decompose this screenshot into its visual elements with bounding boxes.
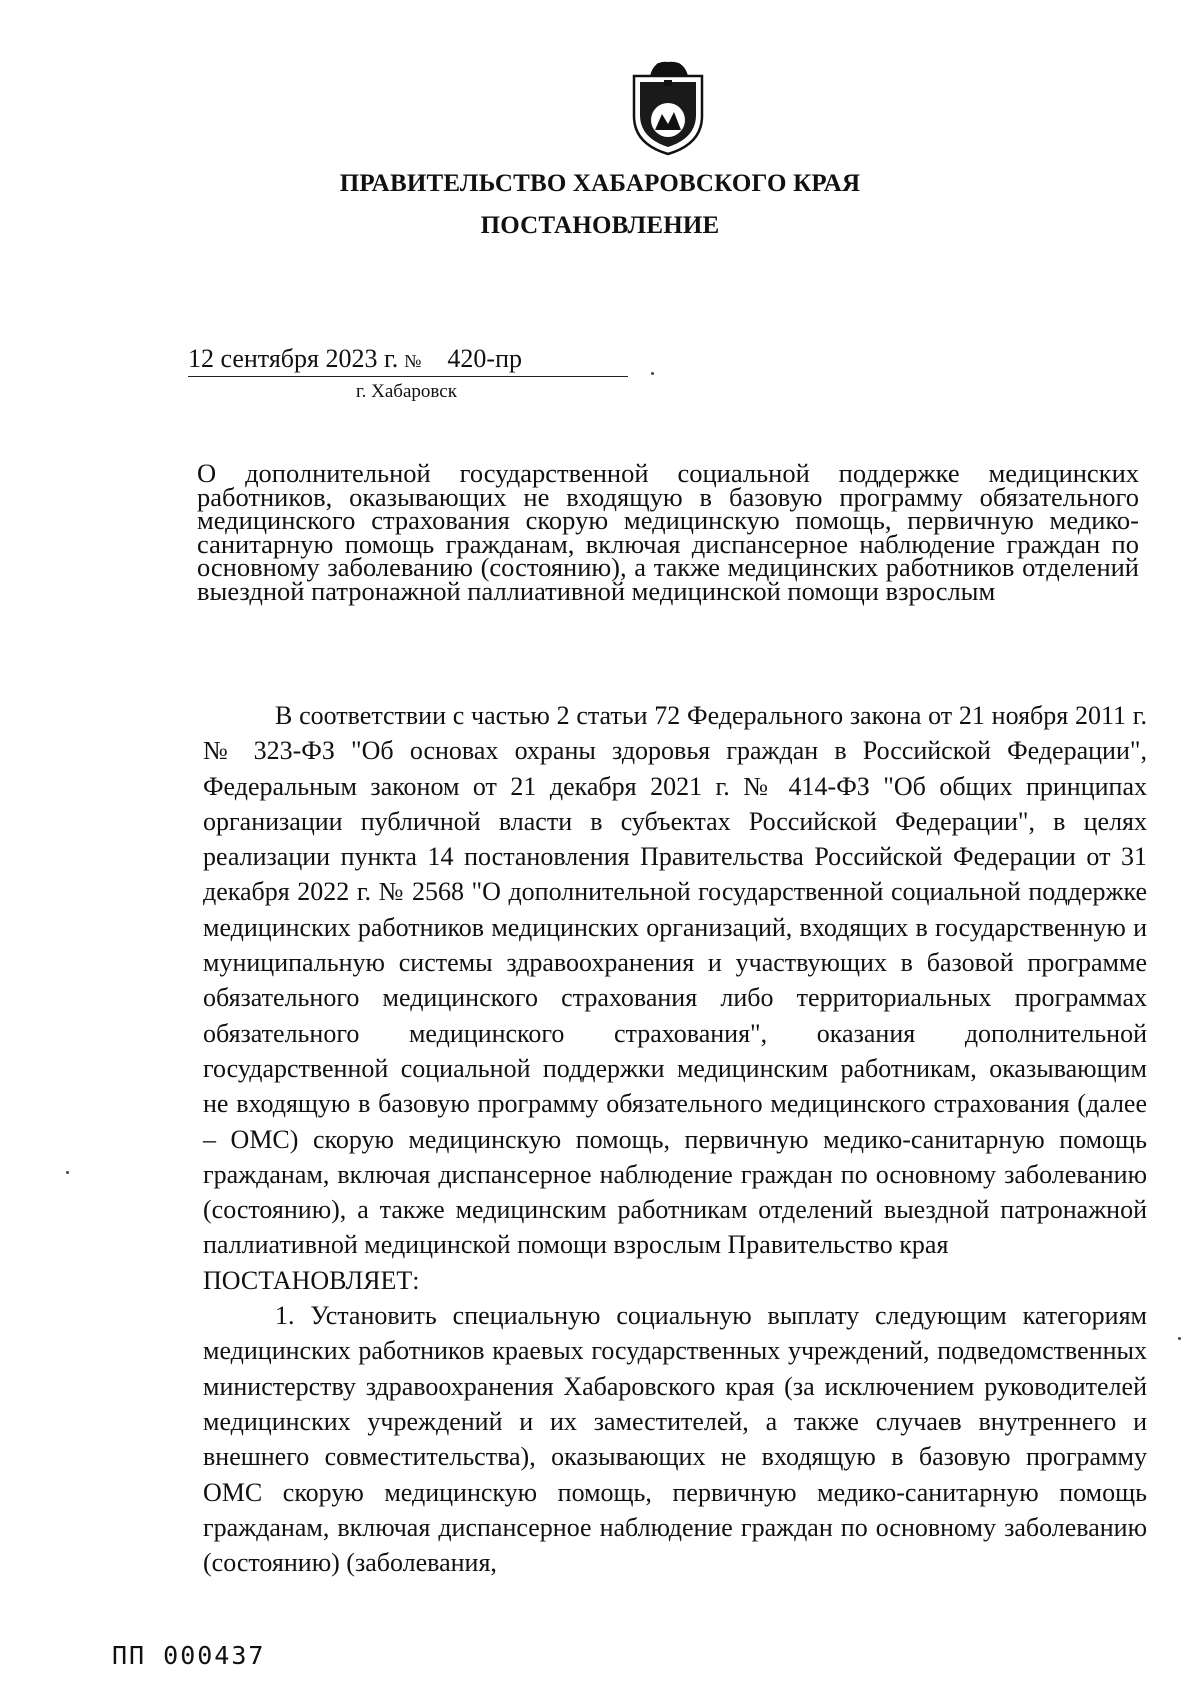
- document-city: г. Хабаровск: [356, 381, 457, 402]
- item-1-paragraph: 1. Установить специальную социальную выплату следующим категориям медицинских работников краевых государственных учреждений, подведомственных министерству здравоохранения Хабаровского края (за исключением руководителей медицинских учреждений и их заместителей, а также случаев внутреннего и внешнего совместительства), оказывающих не входящую в базовую программу ОМС скорую медицинскую помощь, первичную медико-санитарную помощь гражданам, включая диспансерное наблюдение граждан по основному заболеванию (состоянию) (заболевания,: [203, 1301, 1147, 1578]
- scan-speck: [651, 372, 654, 375]
- preamble-paragraph: В соответствии с частью 2 статьи 72 Федерального закона от 21 ноября 2011 г. № 323-ФЗ "Об основах охраны здоровья граждан в Российской Федерации", Федеральным законом от 21 декабря 2021 г. № 414-ФЗ "Об общих принципах организации публичной власти в субъектах Российской Федерации", в целях реализации пункта 14 постановления Правительства Российской Федерации от 31 декабря 2022 г. № 2568 "О дополнительной государственной социальной поддержке медицинских работников медицинских организаций, входящих в государственную и муниципальную системы здравоохранения и участвующих в базовой программе обязательного медицинского страхования либо территориальных программах обязательного медицинского страхования", оказания дополнительной государственной социальной поддержки медицинским работникам, оказывающим не входящую в базовую программу обязательного медицинского страхования (далее – ОМС) скорую медицинскую помощь, первичную медико-санитарную помощь гражданам, включая диспансерное наблюдение граждан по основному заболеванию (состоянию), а также медицинским работникам отделений выездной патронажной паллиативной медицинской помощи взрослым Правительство края: [203, 701, 1147, 1260]
- resolves-heading: ПОСТАНОВЛЯЕТ:: [203, 1265, 420, 1295]
- document-date: 12 сентября 2023 г.: [188, 344, 399, 373]
- number-sign: №: [404, 351, 422, 371]
- government-title: ПРАВИТЕЛЬСТВО ХАБАРОВСКОГО КРАЯ: [339, 170, 861, 197]
- document-type-title: ПОСТАНОВЛЕНИЕ: [480, 212, 720, 239]
- document-number: 420-пр: [447, 344, 522, 373]
- document-subject: О дополнительной государственной социальной поддержке медицинских работников, оказывающих не входящую в базовую программу обязательного медицинского страхования скорую медицинскую помощь, первичную медико-санитарную помощь гражданам, включая диспансерное наблюдение граждан по основному заболеванию (состоянию), а также медицинских работников отделений выездной патронажной паллиативной медицинской помощи взрослым: [197, 458, 1139, 606]
- scan-speck: [66, 1171, 69, 1174]
- date-number-line: [188, 344, 628, 377]
- coat-of-arms-icon: [628, 58, 708, 158]
- scan-speck: [1178, 1337, 1181, 1340]
- form-series-number: ПП 000437: [112, 1641, 266, 1670]
- document-body: [203, 698, 1147, 1580]
